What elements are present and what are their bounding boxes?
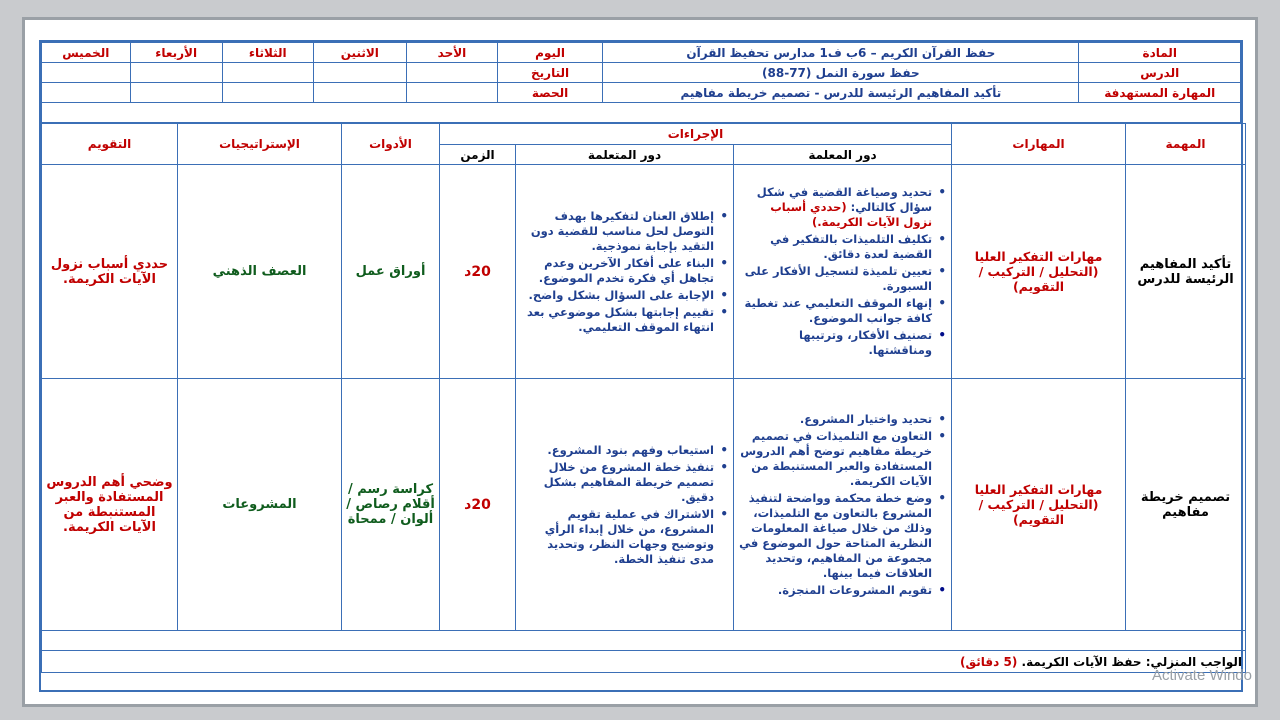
tools-cell: كراسة رسم / أقلام رصاص / ألوان / ممحاة [342,379,440,631]
bullet-icon: • [938,328,947,342]
activation-watermark: Activate Windo [1151,667,1252,684]
tools-header: الأدوات [342,124,440,165]
skill-label: المهارة المستهدفة [1079,83,1241,103]
period-cell [407,83,498,103]
list-item: • تنفيذ خطة المشروع من خلال تصميم خريطة المفاهيم بشكل دقيق. [543,459,729,504]
subject-value: حفظ القرآن الكريم – 6ب ف1 مدارس تحفيظ القرآن [603,43,1079,63]
table-row [42,165,1246,379]
period-cell [313,83,406,103]
list-item: • إطلاق العنان لتفكيرها بهدف التوصل لحل مناسب للقضية دون التقيد بإجابة نموذجية. [530,208,729,253]
date-cell [130,63,222,83]
strategies-header: الإستراتيجيات [178,124,342,165]
date-label: التاريخ [497,63,602,83]
period-cell [222,83,313,103]
lesson-value: حفظ سورة النمل (77-88) [603,63,1079,83]
date-cell [222,63,313,83]
list-item: • تحديد وصياغة القضية في شكل سؤال كالتالي: (حددي أسباب نزول الآيات الكريمة.) [756,185,947,229]
day-monday: الاثنين [313,43,406,63]
day-tuesday: الثلاثاء [222,43,313,63]
task-cell: تصميم خريطة مفاهيم [1126,379,1246,631]
time-header: الزمن [440,145,516,165]
bullet-icon: • [720,304,729,319]
list-item: • الإجابة على السؤال بشكل واضح. [528,287,729,302]
evaluation-cell: وضحي أهم الدروس المستفادة والعبر المستنبطة من الآيات الكريمة. [42,379,178,631]
teacher-role-cell [734,165,952,379]
date-cell [407,63,498,83]
day-thursday: الخميس [42,43,131,63]
bullet-icon: • [720,459,729,474]
list-item: • تصنيف الأفكار، وترتيبها ومناقشتها. [799,328,947,357]
bullet-icon: • [938,185,947,199]
evaluation-header: التقويم [42,124,178,165]
day-wednesday: الأربعاء [130,43,222,63]
tools-cell: أوراق عمل [342,165,440,379]
time-cell: 20د [440,165,516,379]
bullet-icon: • [938,490,947,505]
time-cell: 20د [440,379,516,631]
day-label: اليوم [497,43,602,63]
lesson-label: الدرس [1079,63,1241,83]
period-label: الحصة [497,83,602,103]
period-cell [42,83,131,103]
date-cell [313,63,406,83]
skills-header: المهارات [952,124,1126,165]
bullet-icon: • [720,208,729,223]
header-table [41,42,1241,123]
student-role-cell [516,165,734,379]
homework-duration: (5 دقائق) [959,654,1018,669]
list-item: • تقييم إجابتها بشكل موضوعي بعد انتهاء الموقف التعليمي. [526,304,729,334]
bullet-icon: • [720,506,729,521]
student-role-header: دور المتعلمة [516,145,734,165]
list-item: • تعيين تلميذة لتسجيل الأفكار على السبورة. [744,264,947,293]
bullet-icon: • [720,255,729,270]
lesson-plan [39,40,1243,692]
bullet-icon: • [938,582,947,597]
list-item: • الاشتراك في عملية تقويم المشروع، من خلال إبداء الرأي وتوضيح وجهات النظر، وتحديد مدى تنفيذ الخطة. [544,506,729,566]
student-role-cell [516,379,734,631]
list-item: • وضع خطة محكمة وواضحة لتنفيذ المشروع بالتعاون مع التلميذات، وذلك من خلال صياغة المعلومات النظرية المتاحة حول الموضوع في مجموعة من المفاهيم، وتحديد العلاقات فيما بينها. [739,490,947,580]
bullet-icon: • [720,442,729,457]
bullet-icon: • [938,411,947,426]
procedures-header: الإجراءات [440,124,952,145]
subject-label: المادة [1079,43,1241,63]
skills-cell: مهارات التفكير العليا (التحليل / التركيب / التقويم) [952,165,1126,379]
skills-cell: مهارات التفكير العليا (التحليل / التركيب / التقويم) [952,379,1126,631]
list-item: • تحديد واختيار المشروع. [799,411,947,426]
evaluation-cell: حددي أسباب نزول الآيات الكريمة. [42,165,178,379]
document-frame [22,17,1258,707]
teacher-role-header: دور المعلمة [734,145,952,165]
procedures-table [41,123,1246,673]
spacer-row [42,631,1246,651]
teacher-role-cell [734,379,952,631]
list-item: • البناء على أفكار الآخرين وعدم تجاهل أي فكرة تخدم الموضوع. [538,255,729,285]
day-sunday: الأحد [407,43,498,63]
task-cell: تأكيد المفاهيم الرئيسة للدرس [1126,165,1246,379]
bullet-icon: • [938,232,947,246]
list-item: • تقويم المشروعات المنجزة. [777,582,947,597]
list-item: • التعاون مع التلميذات في تصميم خريطة مفاهيم توضح أهم الدروس المستفادة والعبر المستنبطة من الآيات الكريمة. [740,428,947,488]
bullet-icon: • [938,428,947,443]
date-cell [42,63,131,83]
strategy-cell: المشروعات [178,379,342,631]
bullet-icon: • [938,264,947,278]
bullet-icon: • [720,287,729,302]
strategy-cell: العصف الذهني [178,165,342,379]
list-item: • استيعاب وفهم بنود المشروع. [547,442,729,457]
homework-row [42,651,1246,673]
spacer-row [42,103,1241,123]
task-header: المهمة [1126,124,1246,165]
list-item: • إنهاء الموقف التعليمي عند تغطية كافة جوانب الموضوع. [744,296,947,325]
skill-value: تأكيد المفاهيم الرئيسة للدرس - تصميم خريطة مفاهيم [603,83,1079,103]
bullet-icon: • [938,296,947,310]
table-row [42,379,1246,631]
period-cell [130,83,222,103]
homework-label: الواجب المنزلي: حفظ الآيات الكريمة. [1017,654,1243,669]
list-item: • تكليف التلميذات بالتفكير في القضية لعدة دقائق. [770,232,947,261]
